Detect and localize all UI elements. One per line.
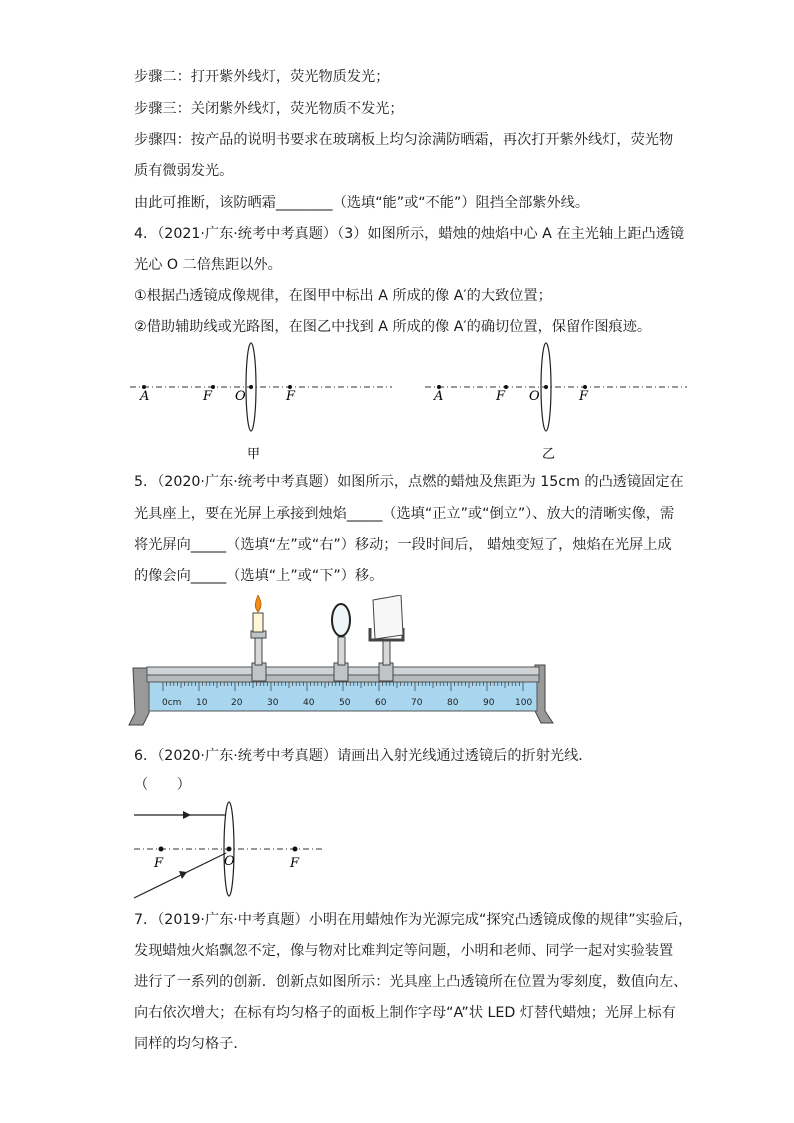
text-line: 由此可推断，该防晒霜________（选填“能”或“不能”）阻挡全部紫外线。 (134, 195, 590, 211)
point-o (249, 385, 253, 389)
text-line: ①根据凸透镜成像规律，在图甲中标出 A 所成的像 A′的大致位置； (134, 288, 552, 304)
question-4-line: 4．（2021·广东·统考中考真题）（3）如图所示，蜡烛的烛焰中心 A 在主光轴上距凸透镜 (134, 226, 685, 242)
lens-holder (332, 604, 350, 681)
candle (253, 613, 263, 632)
text-line: 的像会向_____（选填“上”或“下”）移。 (134, 568, 384, 584)
text-line: ②借助辅助线或光路图，在图乙中找到 A 所成的像 A′的确切位置，保留作图痕迹。 (134, 319, 652, 335)
label-f: F (496, 389, 506, 404)
scale-label: 40 (303, 698, 315, 708)
label-a: A (434, 389, 444, 404)
scale-label: 20 (231, 698, 243, 708)
lens (332, 604, 350, 636)
label-f: F (579, 389, 589, 404)
scale-label: 70 (411, 698, 423, 708)
point-f-left (159, 847, 164, 852)
text-line: 光具座上，要在光屏上承接到烛焰_____（选填“正立”或“倒立”）、放大的清晰实像，需 (134, 506, 675, 522)
text-line: 质有微弱发光。 (134, 163, 234, 179)
label-f: F (290, 856, 300, 871)
scale-label: 90 (483, 698, 495, 708)
label-f: F (203, 389, 213, 404)
text-line: 发现蜡烛火焰飘忽不定，像与物对比难判定等问题，小明和老师、同学一起对实验装置 (134, 943, 674, 959)
text-line: 步骤二：打开紫外线灯，荧光物质发光； (134, 69, 390, 85)
figure-yi (425, 340, 690, 465)
scale-label: 80 (447, 698, 459, 708)
text-line: 同样的均匀格子． (134, 1036, 248, 1052)
light-screen (373, 595, 403, 639)
incident-ray-focus (134, 853, 226, 898)
label-f: F (154, 856, 164, 871)
scale-label: 10 (196, 698, 208, 708)
figure-caption: 乙 (542, 447, 556, 462)
point-o (544, 385, 548, 389)
text-line: 光心 O 二倍焦距以外。 (134, 257, 282, 273)
text-line: 进行了一系列的创新．创新点如图所示：光具座上凸透镜所在位置为零刻度，数值向左、 (134, 974, 688, 990)
figure-jia (130, 340, 395, 465)
text-line: 将光屏向_____（选填“左”或“右”）移动；一段时间后， 蜡烛变短了，烛焰在光屏上成 (134, 537, 672, 553)
optical-bench-figure (125, 595, 560, 730)
scale-label: 100 (515, 698, 533, 708)
arrow-icon (183, 811, 191, 819)
point-f-right (293, 847, 298, 852)
question-7-line: 7．（2019·广东·中考真题）小明在用蜡烛作为光源完成“探究凸透镜成像的规律”实验后， (134, 912, 693, 928)
text-line: 步骤三：关闭紫外线灯，荧光物质不发光； (134, 101, 404, 117)
answer-blank: （ ） (134, 777, 191, 793)
label-f: F (286, 389, 296, 404)
label-o: O (235, 389, 246, 404)
question-5-line: 5．（2020·广东·统考中考真题）如图所示，点燃的蜡烛及焦距为 15cm 的凸透镜固定在 (134, 474, 684, 490)
figure-6 (130, 800, 330, 905)
label-a: A (140, 389, 150, 404)
figure-caption: 甲 (247, 447, 261, 462)
scale-label: 0cm (162, 698, 182, 708)
text-line: 向右依次增大；在标有均匀格子的面板上制作字母“A”状 LED 灯替代蜡烛；光屏上标有 (134, 1005, 676, 1021)
label-o: O (224, 854, 235, 869)
bench-left-leg (129, 668, 149, 725)
question-6-line: 6．（2020·广东·统考中考真题）请画出入射光线通过透镜后的折射光线． (134, 748, 593, 764)
scale-label: 60 (375, 698, 387, 708)
text-line: 步骤四：按产品的说明书要求在玻璃板上均匀涂满防晒霜，再次打开紫外线灯，荧光物 (134, 132, 674, 148)
label-o: O (529, 389, 540, 404)
candle-holder (251, 595, 266, 681)
scale-label: 30 (267, 698, 279, 708)
candle-flame (255, 595, 261, 612)
point-o (227, 847, 232, 852)
scale-label: 50 (339, 698, 351, 708)
